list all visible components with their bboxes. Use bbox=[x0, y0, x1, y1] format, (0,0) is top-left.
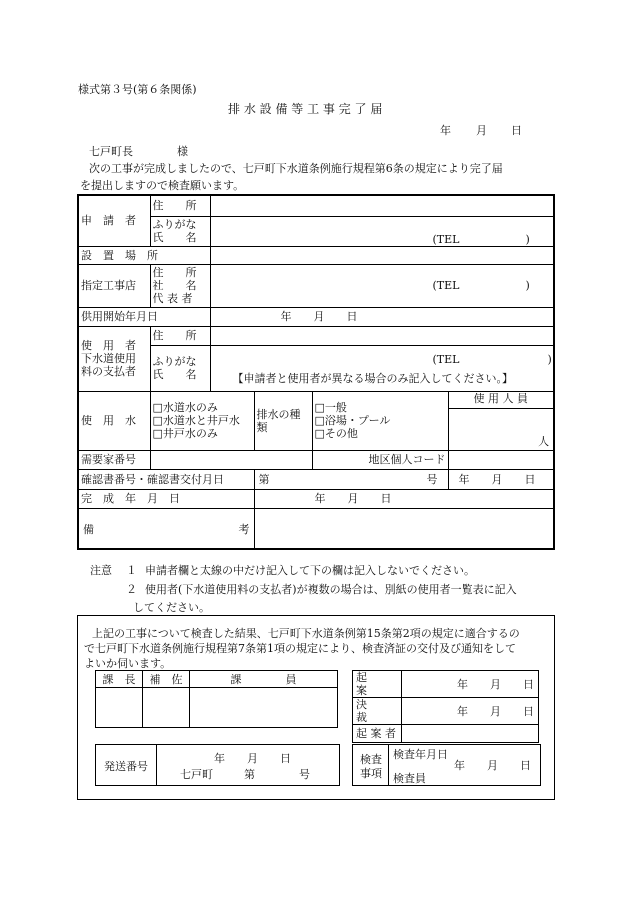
intro-text-2: を提出しますので検査願います。 bbox=[80, 179, 245, 192]
office-text-1: 上記の工事について検査した結果、七戸町下水道条例第15条第2項の規定に適合するの bbox=[92, 627, 520, 640]
address-label: 住 所 bbox=[150, 195, 210, 216]
users-unit: 人 bbox=[538, 434, 550, 448]
completion-label: 完 成 年 月 日 bbox=[78, 489, 254, 508]
draft-date[interactable]: 年 月 日 bbox=[402, 671, 539, 698]
draft-label: 起 案 bbox=[353, 671, 402, 698]
cert-go: 号 bbox=[426, 472, 438, 486]
staff-stamp[interactable] bbox=[190, 688, 338, 728]
note-2b: してください。 bbox=[133, 601, 210, 614]
decision-label: 決 裁 bbox=[353, 698, 402, 725]
note-1: 申請者欄と太線の中だけ記入して下の欄は記入しないでください。 bbox=[145, 564, 475, 577]
inspection-date-label: 検査年月日 bbox=[393, 748, 448, 761]
applicant-address-field[interactable] bbox=[210, 195, 554, 216]
send-go: 号 bbox=[299, 768, 310, 781]
addressee: 七戸町長 bbox=[89, 145, 133, 158]
payer-address-field[interactable] bbox=[210, 326, 554, 345]
cert-date-field[interactable]: 年 月 日 bbox=[448, 469, 554, 489]
payer-label: 使 用 者 下水道使用 料の支払者 bbox=[78, 326, 150, 391]
approval-stamp-table bbox=[95, 670, 338, 728]
date-day: 日 bbox=[511, 124, 522, 137]
inspection-label-2: 事項 bbox=[360, 767, 382, 780]
water-label: 使 用 水 bbox=[78, 391, 150, 450]
inspection-date[interactable]: 年 月 日 bbox=[454, 759, 531, 772]
staff-label: 課 員 bbox=[190, 671, 338, 688]
note-2a: 使用者(下水道使用料の支払者)が複数の場合は、別紙の使用者一覧表に記入 bbox=[145, 583, 517, 596]
drain-type-options[interactable]: □一般 □浴場・プール □その他 bbox=[312, 391, 448, 450]
chief-label: 課 長 bbox=[96, 671, 143, 688]
cert-no-field[interactable] bbox=[254, 469, 448, 489]
date-year: 年 bbox=[440, 124, 451, 137]
intro-text-1: 次の工事が完成しましたので、七戸町下水道条例施行規程第6条の規定により完了届 bbox=[89, 162, 503, 175]
area-code-field[interactable] bbox=[448, 450, 554, 469]
start-date-field[interactable]: 年 月 日 bbox=[210, 307, 554, 326]
decision-table bbox=[352, 670, 539, 743]
remarks-label: 備 考 bbox=[78, 508, 254, 549]
users-cell[interactable] bbox=[448, 391, 554, 450]
decision-date[interactable]: 年 月 日 bbox=[402, 698, 539, 725]
send-number-box bbox=[95, 744, 340, 786]
payer-address-label: 住 所 bbox=[150, 326, 210, 345]
users-label: 使 用 人 員 bbox=[449, 392, 554, 409]
inspector-label: 検査員 bbox=[393, 772, 426, 785]
note-2-number: ２ bbox=[126, 583, 137, 596]
chief-stamp[interactable] bbox=[96, 688, 143, 728]
contractor-label: 指定工事店 bbox=[78, 264, 150, 307]
install-place-field[interactable] bbox=[210, 246, 554, 264]
contractor-sub-labels: 住 所 社 名 代 表 者 bbox=[150, 264, 210, 307]
inspection-box bbox=[352, 744, 541, 786]
install-place-label: 設 置 場 所 bbox=[78, 246, 210, 264]
drain-type-label: 排水の種類 bbox=[254, 391, 312, 450]
area-code-label: 地区個人コード bbox=[312, 450, 448, 469]
applicant-label: 申 請 者 bbox=[78, 195, 150, 246]
office-text-3: よいか伺います。 bbox=[84, 657, 172, 670]
customer-no-field[interactable] bbox=[150, 450, 312, 469]
contractor-field[interactable] bbox=[210, 264, 554, 307]
honorific: 様 bbox=[177, 145, 188, 158]
payer-note: 【申請者と使用者が異なる場合のみ記入してください。】 bbox=[232, 371, 513, 385]
cert-dai: 第 bbox=[258, 472, 270, 486]
remarks-field[interactable] bbox=[254, 508, 554, 549]
send-date[interactable]: 年 月 日 bbox=[214, 752, 291, 765]
water-options[interactable]: □水道水のみ □水道水と井戸水 □井戸水のみ bbox=[150, 391, 254, 450]
furigana-name-label: ふりがな 氏 名 bbox=[150, 216, 210, 246]
page-title: 排 水 設 備 等 工 事 完 了 届 bbox=[228, 102, 383, 116]
office-text-2: で七戸町下水道条例施行規程第7条第1項の規定により、検査済証の交付及び通知をして bbox=[84, 642, 516, 655]
notes-label: 注意 bbox=[90, 564, 112, 577]
form-number: 様式第３号(第６条関係) bbox=[78, 83, 197, 96]
inspection-label-1: 検査 bbox=[360, 753, 382, 766]
payer-name-label: ふりがな 氏 名 bbox=[150, 345, 210, 391]
assistant-stamp[interactable] bbox=[143, 688, 190, 728]
drafter-field[interactable] bbox=[402, 725, 539, 743]
note-1-number: １ bbox=[126, 564, 137, 577]
cert-no-label: 確認書番号・確認書交付月日 bbox=[78, 469, 254, 489]
application-form-table bbox=[77, 194, 555, 550]
send-no-label: 発送番号 bbox=[104, 760, 148, 773]
applicant-tel: (TEL ) bbox=[432, 232, 530, 246]
payer-name-field[interactable] bbox=[210, 345, 554, 391]
assistant-label: 補 佐 bbox=[143, 671, 190, 688]
completion-field[interactable]: 年 月 日 bbox=[254, 489, 554, 508]
applicant-name-field[interactable] bbox=[210, 216, 554, 246]
contractor-tel: (TEL ) bbox=[432, 278, 530, 292]
date-month: 月 bbox=[476, 124, 487, 137]
customer-no-label: 需要家番号 bbox=[78, 450, 150, 469]
send-dai: 第 bbox=[244, 768, 255, 781]
drafter-label: 起 案 者 bbox=[353, 725, 402, 743]
payer-tel: (TEL ) bbox=[432, 352, 552, 366]
start-date-label: 供用開始年月日 bbox=[78, 307, 210, 326]
send-town: 七戸町 bbox=[180, 768, 213, 781]
